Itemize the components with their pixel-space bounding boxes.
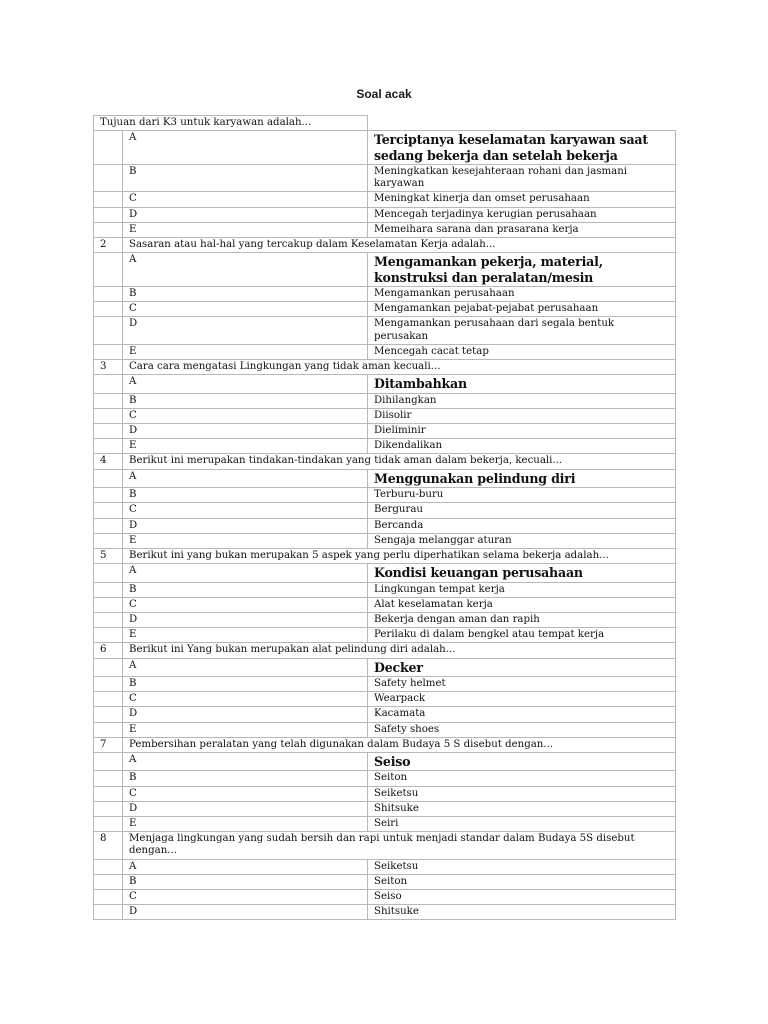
option-number-cell xyxy=(94,597,123,612)
option-letter: B xyxy=(123,393,368,408)
option-number-cell xyxy=(94,424,123,439)
option-row xyxy=(94,801,676,816)
option-letter: E xyxy=(123,344,368,359)
question-number: 4 xyxy=(94,454,123,469)
question-number: 2 xyxy=(94,238,123,253)
page-title: Soal acak xyxy=(356,87,412,101)
option-number-cell xyxy=(94,469,123,487)
option-number-cell xyxy=(94,165,123,192)
option-number-cell xyxy=(94,533,123,548)
option-number-cell xyxy=(94,612,123,627)
option-number-cell xyxy=(94,874,123,889)
option-number-cell xyxy=(94,582,123,597)
option-letter: C xyxy=(123,889,368,904)
option-letter: D xyxy=(123,424,368,439)
option-text-answer: Menggunakan pelindung diri xyxy=(368,469,676,487)
question-number: 7 xyxy=(94,737,123,752)
option-text: Seiton xyxy=(368,874,676,889)
option-text: Diisolir xyxy=(368,408,676,423)
option-row xyxy=(94,393,676,408)
question-row xyxy=(94,238,676,253)
option-letter: A xyxy=(123,564,368,582)
option-number-cell xyxy=(94,786,123,801)
option-number-cell xyxy=(94,628,123,643)
option-letter: D xyxy=(123,317,368,344)
option-text: Shitsuke xyxy=(368,905,676,920)
option-letter: A xyxy=(123,375,368,393)
option-letter: A xyxy=(123,859,368,874)
option-number-cell xyxy=(94,518,123,533)
option-text: Bercanda xyxy=(368,518,676,533)
option-row xyxy=(94,658,676,676)
option-text: Mengamankan perusahaan xyxy=(368,287,676,302)
question-number: 3 xyxy=(94,360,123,375)
question-number: 5 xyxy=(94,548,123,563)
option-letter: A xyxy=(123,469,368,487)
option-number-cell xyxy=(94,905,123,920)
option-text: Meningkatkan kesejahteraan rohani dan jasmani karyawan xyxy=(368,165,676,192)
option-number-cell xyxy=(94,488,123,503)
option-text: Seiri xyxy=(368,816,676,831)
option-text: Wearpack xyxy=(368,692,676,707)
quiz-table-body xyxy=(94,116,676,920)
option-row xyxy=(94,439,676,454)
option-letter: D xyxy=(123,707,368,722)
option-row xyxy=(94,287,676,302)
question-text: Sasaran atau hal-hal yang tercakup dalam Keselamatan Kerja adalah... xyxy=(123,238,676,253)
question-number: 8 xyxy=(94,832,123,859)
option-number-cell xyxy=(94,393,123,408)
option-row xyxy=(94,564,676,582)
option-row xyxy=(94,192,676,207)
option-row xyxy=(94,302,676,317)
question-text: Berikut ini merupakan tindakan-tindakan yang tidak aman dalam bekerja, kecuali... xyxy=(123,454,676,469)
option-row xyxy=(94,207,676,222)
option-letter: C xyxy=(123,786,368,801)
option-text: Seiton xyxy=(368,771,676,786)
option-letter: A xyxy=(123,658,368,676)
question-row xyxy=(94,737,676,752)
option-letter: E xyxy=(123,439,368,454)
option-text-answer: Kondisi keuangan perusahaan xyxy=(368,564,676,582)
option-row xyxy=(94,344,676,359)
option-number-cell xyxy=(94,676,123,691)
option-text-answer: Ditambahkan xyxy=(368,375,676,393)
option-row xyxy=(94,424,676,439)
question-text: Tujuan dari K3 untuk karyawan adalah... xyxy=(94,116,368,131)
question-row xyxy=(94,454,676,469)
option-number-cell xyxy=(94,503,123,518)
option-row xyxy=(94,874,676,889)
option-text: Mengamankan pejabat-pejabat perusahaan xyxy=(368,302,676,317)
option-number-cell xyxy=(94,375,123,393)
option-number-cell xyxy=(94,889,123,904)
option-text: Shitsuke xyxy=(368,801,676,816)
option-row xyxy=(94,722,676,737)
option-number-cell xyxy=(94,131,123,165)
option-text-answer: Decker xyxy=(368,658,676,676)
option-letter: B xyxy=(123,771,368,786)
option-text: Dihilangkan xyxy=(368,393,676,408)
option-text: Bekerja dengan aman dan rapih xyxy=(368,612,676,627)
option-letter: E xyxy=(123,533,368,548)
option-number-cell xyxy=(94,302,123,317)
option-row xyxy=(94,752,676,770)
option-letter: B xyxy=(123,488,368,503)
option-number-cell xyxy=(94,752,123,770)
option-text: Bergurau xyxy=(368,503,676,518)
option-row xyxy=(94,533,676,548)
option-row xyxy=(94,503,676,518)
option-row xyxy=(94,628,676,643)
option-row xyxy=(94,771,676,786)
question-row xyxy=(94,643,676,658)
option-row xyxy=(94,786,676,801)
question-row xyxy=(94,116,676,131)
option-number-cell xyxy=(94,222,123,237)
option-row xyxy=(94,707,676,722)
option-row xyxy=(94,222,676,237)
option-letter: D xyxy=(123,801,368,816)
option-row xyxy=(94,165,676,192)
option-text: Kacamata xyxy=(368,707,676,722)
option-number-cell xyxy=(94,253,123,287)
option-letter: A xyxy=(123,131,368,165)
option-text-answer: Seiso xyxy=(368,752,676,770)
option-text: Dikendalikan xyxy=(368,439,676,454)
option-letter: C xyxy=(123,302,368,317)
option-number-cell xyxy=(94,192,123,207)
question-text: Cara cara mengatasi Lingkungan yang tidak aman kecuali... xyxy=(123,360,676,375)
option-number-cell xyxy=(94,317,123,344)
option-text: Seiso xyxy=(368,889,676,904)
option-row xyxy=(94,612,676,627)
option-letter: A xyxy=(123,253,368,287)
option-row xyxy=(94,317,676,344)
option-row xyxy=(94,408,676,423)
question-text: Berikut ini yang bukan merupakan 5 aspek yang perlu diperhatikan selama bekerja adalah... xyxy=(123,548,676,563)
option-number-cell xyxy=(94,207,123,222)
question-text: Pembersihan peralatan yang telah digunakan dalam Budaya 5 S disebut dengan... xyxy=(123,737,676,752)
option-row xyxy=(94,253,676,287)
option-row xyxy=(94,375,676,393)
question-row xyxy=(94,832,676,859)
option-letter: B xyxy=(123,582,368,597)
option-row xyxy=(94,488,676,503)
option-row xyxy=(94,905,676,920)
option-text: Seiketsu xyxy=(368,786,676,801)
question-row xyxy=(94,548,676,563)
option-row xyxy=(94,597,676,612)
option-row xyxy=(94,889,676,904)
option-number-cell xyxy=(94,344,123,359)
option-text: Perilaku di dalam bengkel atau tempat kerja xyxy=(368,628,676,643)
option-number-cell xyxy=(94,692,123,707)
option-text: Seiketsu xyxy=(368,859,676,874)
option-letter: B xyxy=(123,287,368,302)
option-letter: D xyxy=(123,905,368,920)
option-text: Meningkat kinerja dan omset perusahaan xyxy=(368,192,676,207)
option-letter: C xyxy=(123,408,368,423)
option-text: Memeihara sarana dan prasarana kerja xyxy=(368,222,676,237)
option-row xyxy=(94,582,676,597)
option-letter: A xyxy=(123,752,368,770)
option-number-cell xyxy=(94,287,123,302)
option-number-cell xyxy=(94,707,123,722)
option-number-cell xyxy=(94,771,123,786)
option-letter: D xyxy=(123,612,368,627)
option-text: Safety helmet xyxy=(368,676,676,691)
option-letter: D xyxy=(123,518,368,533)
question-number: 6 xyxy=(94,643,123,658)
option-letter: C xyxy=(123,192,368,207)
option-number-cell xyxy=(94,564,123,582)
option-letter: B xyxy=(123,165,368,192)
option-letter: E xyxy=(123,628,368,643)
option-text: Lingkungan tempat kerja xyxy=(368,582,676,597)
option-row xyxy=(94,131,676,165)
option-row xyxy=(94,469,676,487)
option-text: Mencegah terjadinya kerugian perusahaan xyxy=(368,207,676,222)
option-text: Mencegah cacat tetap xyxy=(368,344,676,359)
option-letter: C xyxy=(123,692,368,707)
option-letter: B xyxy=(123,676,368,691)
option-letter: C xyxy=(123,597,368,612)
option-text: Safety shoes xyxy=(368,722,676,737)
option-text: Mengamankan perusahaan dari segala bentuk perusakan xyxy=(368,317,676,344)
option-number-cell xyxy=(94,816,123,831)
option-text: Sengaja melanggar aturan xyxy=(368,533,676,548)
option-letter: E xyxy=(123,816,368,831)
question-text: Berikut ini Yang bukan merupakan alat pelindung diri adalah... xyxy=(123,643,676,658)
option-number-cell xyxy=(94,722,123,737)
option-text: Dieliminir xyxy=(368,424,676,439)
option-number-cell xyxy=(94,658,123,676)
option-text: Alat keselamatan kerja xyxy=(368,597,676,612)
option-row xyxy=(94,676,676,691)
option-letter: E xyxy=(123,222,368,237)
question-text: Menjaga lingkungan yang sudah bersih dan rapi untuk menjadi standar dalam Budaya 5S disebut dengan... xyxy=(123,832,676,859)
option-number-cell xyxy=(94,439,123,454)
option-text-answer: Terciptanya keselamatan karyawan saat sedang bekerja dan setelah bekerja xyxy=(368,131,676,165)
option-letter: B xyxy=(123,874,368,889)
option-number-cell xyxy=(94,859,123,874)
option-text-answer: Mengamankan pekerja, material, konstruksi dan peralatan/mesin xyxy=(368,253,676,287)
option-letter: C xyxy=(123,503,368,518)
option-number-cell xyxy=(94,801,123,816)
option-text: Terburu-buru xyxy=(368,488,676,503)
option-row xyxy=(94,816,676,831)
option-letter: E xyxy=(123,722,368,737)
option-letter: D xyxy=(123,207,368,222)
option-number-cell xyxy=(94,408,123,423)
option-row xyxy=(94,518,676,533)
option-row xyxy=(94,859,676,874)
question-row xyxy=(94,360,676,375)
option-row xyxy=(94,692,676,707)
quiz-table xyxy=(93,115,676,920)
